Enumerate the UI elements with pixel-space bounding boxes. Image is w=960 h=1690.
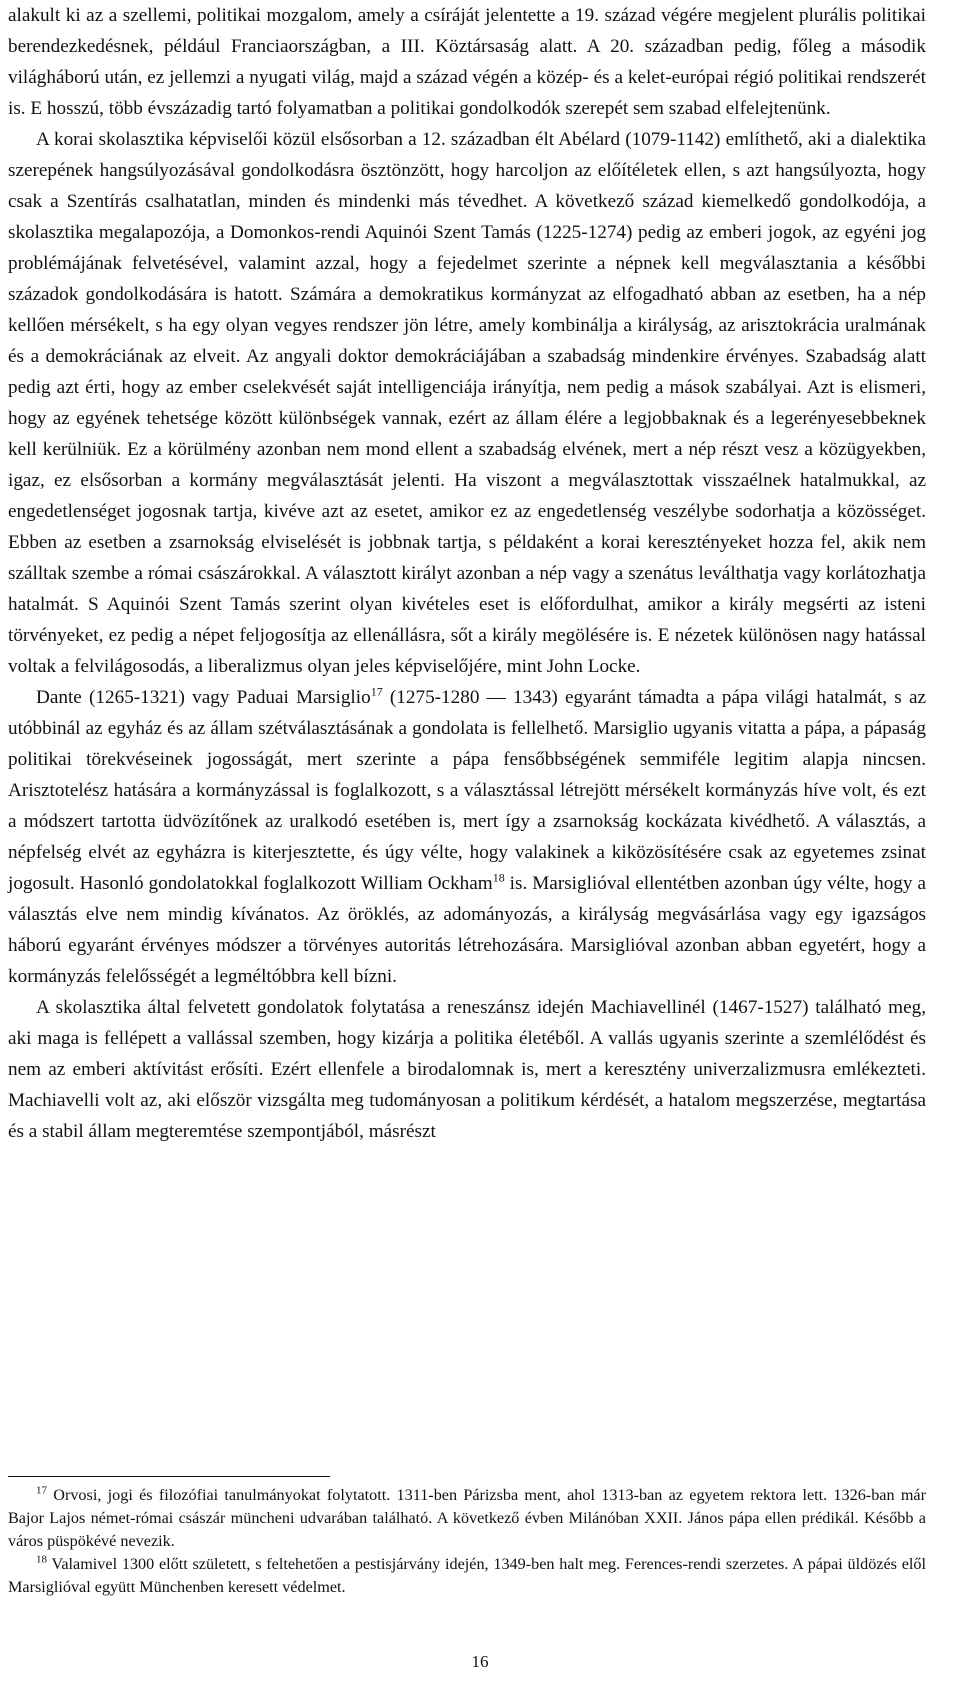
footnote-ref-17[interactable]: 17 — [370, 684, 383, 699]
paragraph-3 — [8, 682, 926, 992]
paragraph-4: A skolasztika által felvetett gondolatok folytatása a reneszánsz idején Machiavellinél (1467-1527) található meg, aki maga is fellépett a vallással szemben, hogy kizárja a politika életéből. A vallás ugyanis szerinte a szemlélődést és nem az emberi aktívitást erősíti. Ezért ellenfele a birodalomnak is, mert a keresztény univerzalizmusra emlékezteti. Machiavelli volt az, aki először vizsgálta meg tudományosan a politikum kérdését, a hatalom megszerzése, megtartása és a stabil állam megteremtése szempontjából, másrészt — [8, 997, 926, 1142]
paragraph-3-part-2: (1275-1280 — 1343) egyaránt támadta a pápa világi hatalmát, s az utóbbinál az egyház és az állam szétválasztásának a gondolata is fellelhető. Marsiglio ugyanis vitatta a pápa, a pápaság politikai törekvéseinek jogosságát, mert szerinte a pápa fensőbbségének semmiféle legitim alapja nincsen. Arisztotelész hatására a kormányzással is foglalkozott, s a választással létrejött mérsékelt kormányzás híve volt, és ezt a módszert tartotta üdvözítőnek az uralkodó esetében is, mert így a zsarnokság kockázata kivédhető. A választás, a népfelség elvét az egyházra is kiterjesztette, és úgy vélte, hogy valakinek a kiközösítésére csak az egyetemes zsinat jogosult. Hasonló gondolatokkal foglalkozott William Ockham — [8, 687, 926, 894]
paragraph-3-part-1: Dante (1265-1321) vagy Paduai Marsiglio — [36, 687, 371, 708]
paragraph-2: A korai skolasztika képviselői közül elsősorban a 12. században élt Abélard (1079-1142) említhető, aki a dialektika szerepének hangsúlyozásával gondolkodásra ösztönzött, hogy harcoljon az előítéletek ellen, s azt hangsúlyozta, hogy csak a Szentírás csalhatatlan, minden és mindenki más tévedhet. A következő század kiemelkedő gondolkodója, a skolasztika megalapozója, a Domonkos-rendi Aquinói Szent Tamás (1225-1274) pedig az emberi jogok, az egyéni jog problémájának felvetésével, valamint azzal, hogy a fejedelmet szerinte a népnek kell megválasztania a későbbi századok gondolkodására is hatott. Számára a demokratikus kormányzat az elfogadható abban az esetben, ha a nép kellően mérsékelt, s ha egy olyan vegyes rendszer jön létre, amely kombinálja a királyság, az arisztokrácia uralmának és a demokráciának az elveit. Az angyali doktor demokráciájában a szabadság mindenkire érvényes. Szabadság alatt pedig azt érti, hogy az ember cselekvését saját intelligenciája irányítja, nem pedig a mások szabályai. Azt is elismeri, hogy az egyének tehetsége között különbségek vannak, ezért az állam élére a legjobbaknak és a legerényesebbeknek kell kerülniük. Ez a körülmény azonban nem mond ellent a szabadság elvének, mert a nép részt vesz a közügyekben, igaz, ez elsősorban a kormány megválasztását jelenti. Ha viszont a megválasztottak visszaélnek hatalmukkal, az engedetlenséget jogosnak tartja, kivéve azt az esetet, amikor ez az engedetlenség veszélybe sodorhatja a közösséget. Ebben az esetben a zsarnokság elviselését is jobbnak tartja, s példaként a korai keresztényeket hozza fel, akik nem szálltak szembe a római császárokkal. A választott királyt azonban a nép vagy a szenátus leválthatja vagy korlátozhatja hatalmát. S Aquinói Szent Tamás szerint olyan kivételes eset is előfordulhat, amikor a király megsérti az isteni törvényeket, ez pedig a népet feljogosítja az ellenállásra, sőt a király megölésére is. E nézetek különösen nagy hatással voltak a felvilágosodás, a liberalizmus olyan jeles képviselőjére, mint John Locke. — [8, 129, 926, 677]
footnote-number-17: 17 — [36, 1484, 47, 1497]
footnote-separator — [8, 1476, 330, 1477]
footnotes — [8, 1484, 926, 1599]
footnote-17 — [8, 1484, 926, 1553]
footnote-text-18: Valamivel 1300 előtt született, s feltehetően a pestisjárvány idején, 1349-ben halt meg. Ferences-rendi szerzetes. A pápai üldözés elől Marsiglióval együtt Münchenben keresett védelmet. — [8, 1555, 926, 1596]
footnote-ref-18[interactable]: 18 — [492, 870, 505, 885]
footnote-18 — [8, 1553, 926, 1599]
footnote-number-18: 18 — [36, 1553, 47, 1566]
footnote-text-17: Orvosi, jogi és filozófiai tanulmányokat folytatott. 1311-ben Párizsba ment, ahol 1313-ban az egyetem rektora lett. 1326-ban már Bajor Lajos német-római császár müncheni udvarában található. A következő évben Milánóban XXII. János pápa ellen prédikál. Később a város püspökévé nevezik. — [8, 1486, 926, 1550]
paragraph-3-part-3: is. Marsiglióval ellentétben azonban úgy vélte, hogy a választás elve nem mindig kívánatos. Az öröklés, az adományozás, a királyság megvásárlása vagy egy igazságos háború egyaránt érvényes módszer a törvényes autoritás létrehozására. Marsiglióval azonban abban egyetért, hogy a kormányzás felelősségét a legméltóbbra kell bízni. — [8, 873, 926, 987]
paragraph-1: alakult ki az a szellemi, politikai mozgalom, amely a csíráját jelentette a 19. század végére megjelent plurális politikai berendezkedésnek, például Franciaországban, a III. Köztársaság alatt. A 20. században pedig, főleg a második világháború után, ez jellemzi a nyugati világ, majd a század végén a közép- és a kelet-európai régió politikai rendszerét is. E hosszú, több évszázadig tartó folyamatban a politikai gondolkodók szerepét sem szabad elfelejtenünk. — [8, 5, 926, 119]
page-number: 16 — [471, 1652, 489, 1671]
body-text — [8, 0, 926, 1147]
